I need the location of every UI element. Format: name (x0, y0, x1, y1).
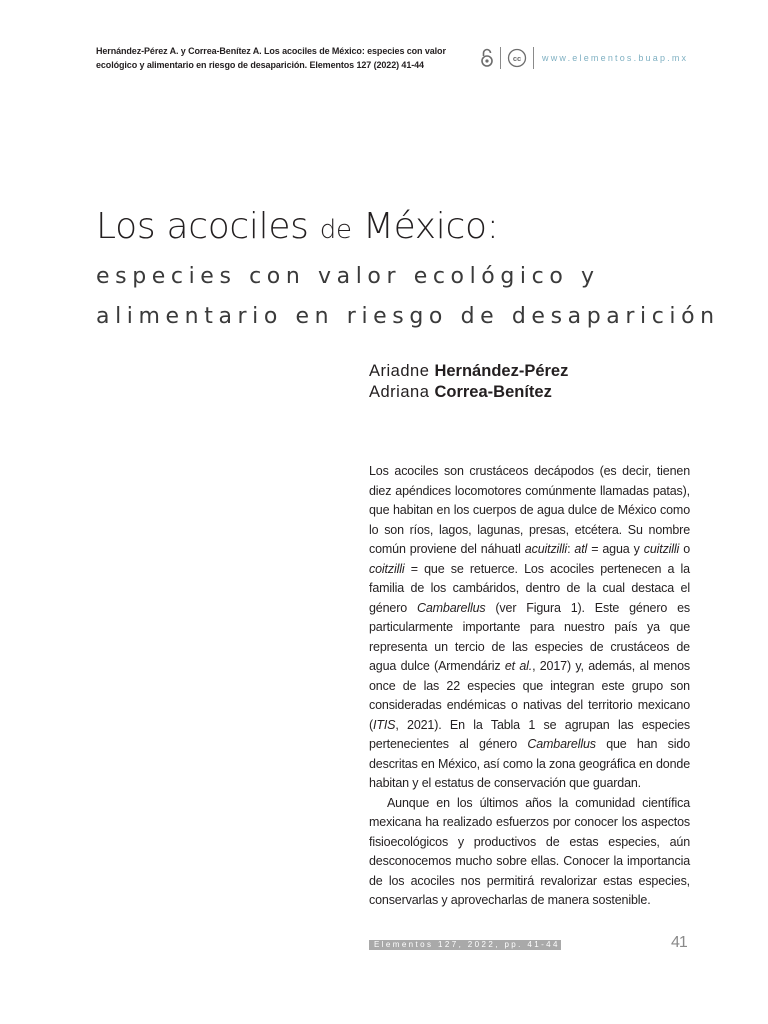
author-family-name: Correa-Benítez (434, 383, 552, 401)
subtitle-line: alimentario en riesgo de desaparición (96, 304, 720, 329)
svg-text:cc: cc (512, 54, 522, 63)
separator (533, 47, 534, 69)
title-text: México: (351, 206, 499, 247)
author-family-name: Hernández-Pérez (434, 362, 569, 380)
author-given-name: Ariadne (369, 362, 430, 380)
website-link[interactable]: www.elementos.buap.mx (542, 53, 689, 63)
paragraph: Aunque en los últimos años la comunidad científica mexicana ha realizado esfuerzos por conocer los aspectos fisioecológicos y productivos de estas especies, aún desconocemos mucho sobre ellas. Conocer la importancia de los acociles nos permitirá revalorizar estas especies, conservarlas y aprovecharlas de manera sostenible. (369, 795, 690, 907)
open-access-icon (480, 47, 494, 69)
article-subtitle (96, 257, 720, 337)
creative-commons-icon (507, 48, 527, 68)
title-text: de (319, 215, 352, 245)
author-given-name: Adriana (369, 383, 430, 401)
header-icons (480, 46, 688, 70)
separator (500, 47, 501, 69)
citation-header: Hernández-Pérez A. y Correa-Benítez A. Los acociles de México: especies con valor ecológico y alimentario en riesgo de desaparición. Elementos 127 (2022) 41-44 (96, 46, 446, 70)
article-body (369, 462, 690, 911)
page-number: 41 (671, 934, 687, 951)
subtitle-line: especies con valor ecológico y (96, 264, 600, 289)
journal-footer: Elementos 127, 2022, pp. 41-44 (369, 940, 561, 950)
author-list (369, 361, 568, 403)
author (369, 382, 568, 403)
author (369, 361, 568, 382)
paragraph: Los acociles son crustáceos decápodos (es decir, tienen diez apéndices locomotores comúnmente llamadas patas), que habitan en los cuerpos de agua dulce de México como lo son ríos, lagos, lagunas, presas, etcétera. Su nombre común proviene del náhuatl acuitzilli: atl = agua y cuitzilli o coitzilli = que se retuerce. Los acociles pertenecen a la familia de los cambáridos, dentro de la cual destaca el género Cambarellus (ver Figura 1). Este género es particularmente importante para nuestro país ya que representa un tercio de las especies de crustáceos de agua dulce (Armendáriz et al., 2017) y, además, al menos once de las 22 especies que integran este grupo son consideradas endémicas o nativas del territorio mexicano (ITIS, 2021). En la Tabla 1 se agrupan las especies pertenecientes al género Cambarellus que han sido descritas en México, así como la zona geográfica en donde habitan y el estatus de conservación que guardan. (369, 464, 691, 790)
article-title (96, 206, 499, 247)
title-text: Los acociles (96, 206, 320, 247)
